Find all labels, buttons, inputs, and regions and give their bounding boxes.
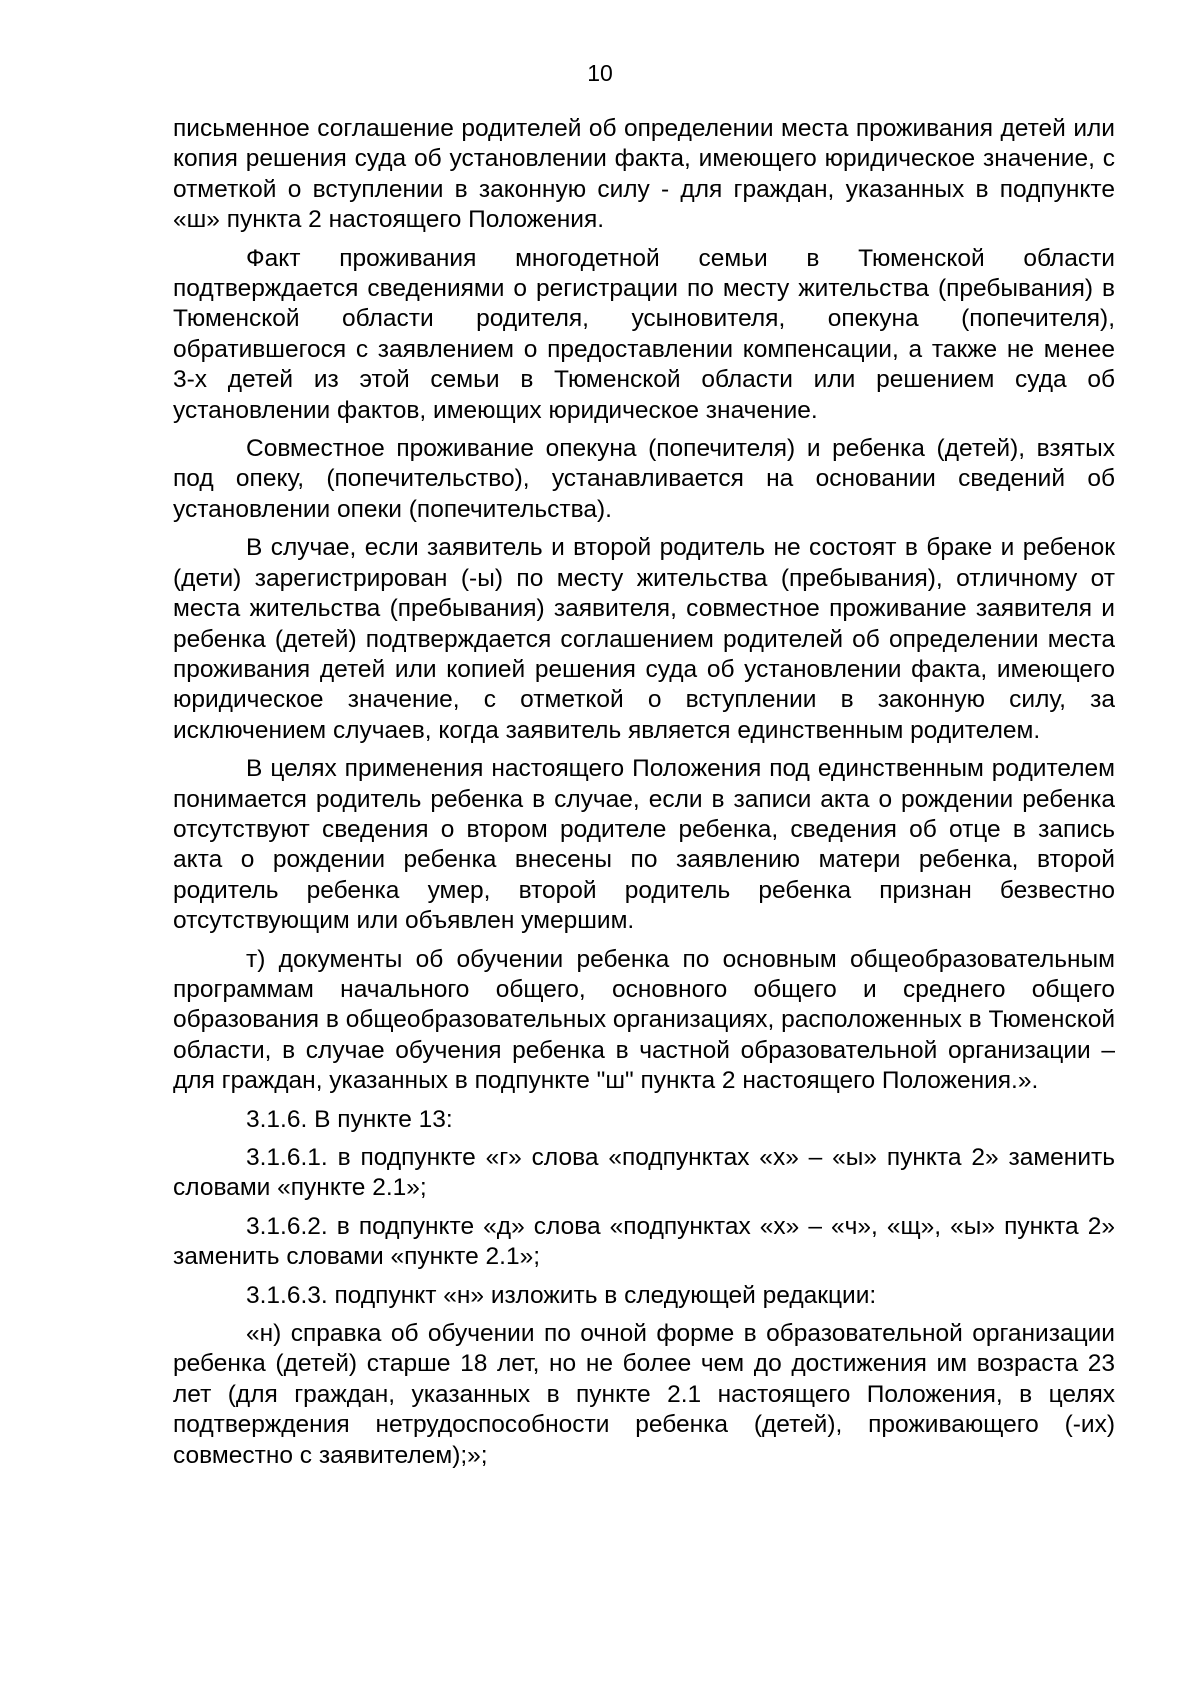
paragraph-8: 3.1.6.1. в подпункте «г» слова «подпунктах «х» – «ы» пункта 2» заменить словами «пункте 2.1»; [173, 1144, 1115, 1202]
paragraph-6: т) документы об обучении ребенка по основным общеобразовательным программам начального общего, основного общего и среднего общего образования в общеобразовательных организациях, расположенных в Тюменской области, в случае обучения ребенка в частной образовательной организации – для граждан, указанных в подпункте "ш" пункта 2 настоящего Положения.». [173, 945, 1116, 1095]
paragraph-3: Совместное проживание опекуна (попечителя) и ребенка (детей), взятых под опеку, (попечительство), устанавливается на основании сведений об установлении опеки (попечительства). [173, 435, 1115, 523]
paragraph-5: В целях применения настоящего Положения под единственным родителем понимается родитель ребенка в случае, если в записи акта о рождении ребенка отсутствуют сведения о втором родителе ребенка, сведения об отце в запись акта о рождении ребенка внесены по заявлению матери ребенка, второй родитель ребенка умер, второй родитель ребенка признан безвестно отсутствующим или объявлен умершим. [173, 755, 1115, 935]
page-number: 10 [587, 60, 613, 86]
paragraph-11: «н) справка об обучении по очной форме в образовательной организации ребенка (детей) старше 18 лет, но не более чем до достижения им возраста 23 лет (для граждан, указанных в пункте 2.1 настоящего Положения, в целях подтверждения нетрудоспособности ребенка (детей), проживающего (-их) совместно с заявителем);»; [173, 1320, 1115, 1469]
paragraph-10: 3.1.6.3. подпункт «н» изложить в следующей редакции: [246, 1281, 877, 1309]
paragraph-2: Факт проживания многодетной семьи в Тюменской области подтверждается сведениями о регистрации по месту жительства (пребывания) в Тюменской области родителя, усыновителя, опекуна (попечителя), обратившегося с заявлением о предоставлении компенсации, а также не менее 3-х детей из этой семьи в Тюменской области или решением суда об установлении фактов, имеющих юридическое значение. [173, 244, 1115, 424]
paragraph-9: 3.1.6.2. в подпункте «д» слова «подпунктах «х» – «ч», «щ», «ы» пункта 2» заменить словами «пункте 2.1»; [173, 1212, 1115, 1271]
paragraph-1: письменное соглашение родителей об определении места проживания детей или копия решения суда об установлении факта, имеющего юридическое значение, с отметкой о вступлении в законную силу - для граждан, указанных в подпункте «ш» пункта 2 настоящего Положения. [173, 115, 1115, 234]
document-body [173, 114, 1115, 1479]
paragraph-7: 3.1.6. В пункте 13: [246, 1105, 453, 1133]
paragraph-4: В случае, если заявитель и второй родитель не состоят в браке и ребенок (дети) зарегистрирован (-ы) по месту жительства (пребывания), отличному от места жительства (пребывания) заявителя, совместное проживание заявителя и ребенка (детей) подтверждается соглашением родителей об определении места проживания детей или копией решения суда об установлении факта, имеющего юридическое значение, с отметкой о вступлении в законную силу, за исключением случаев, когда заявитель является единственным родителем. [173, 534, 1115, 744]
